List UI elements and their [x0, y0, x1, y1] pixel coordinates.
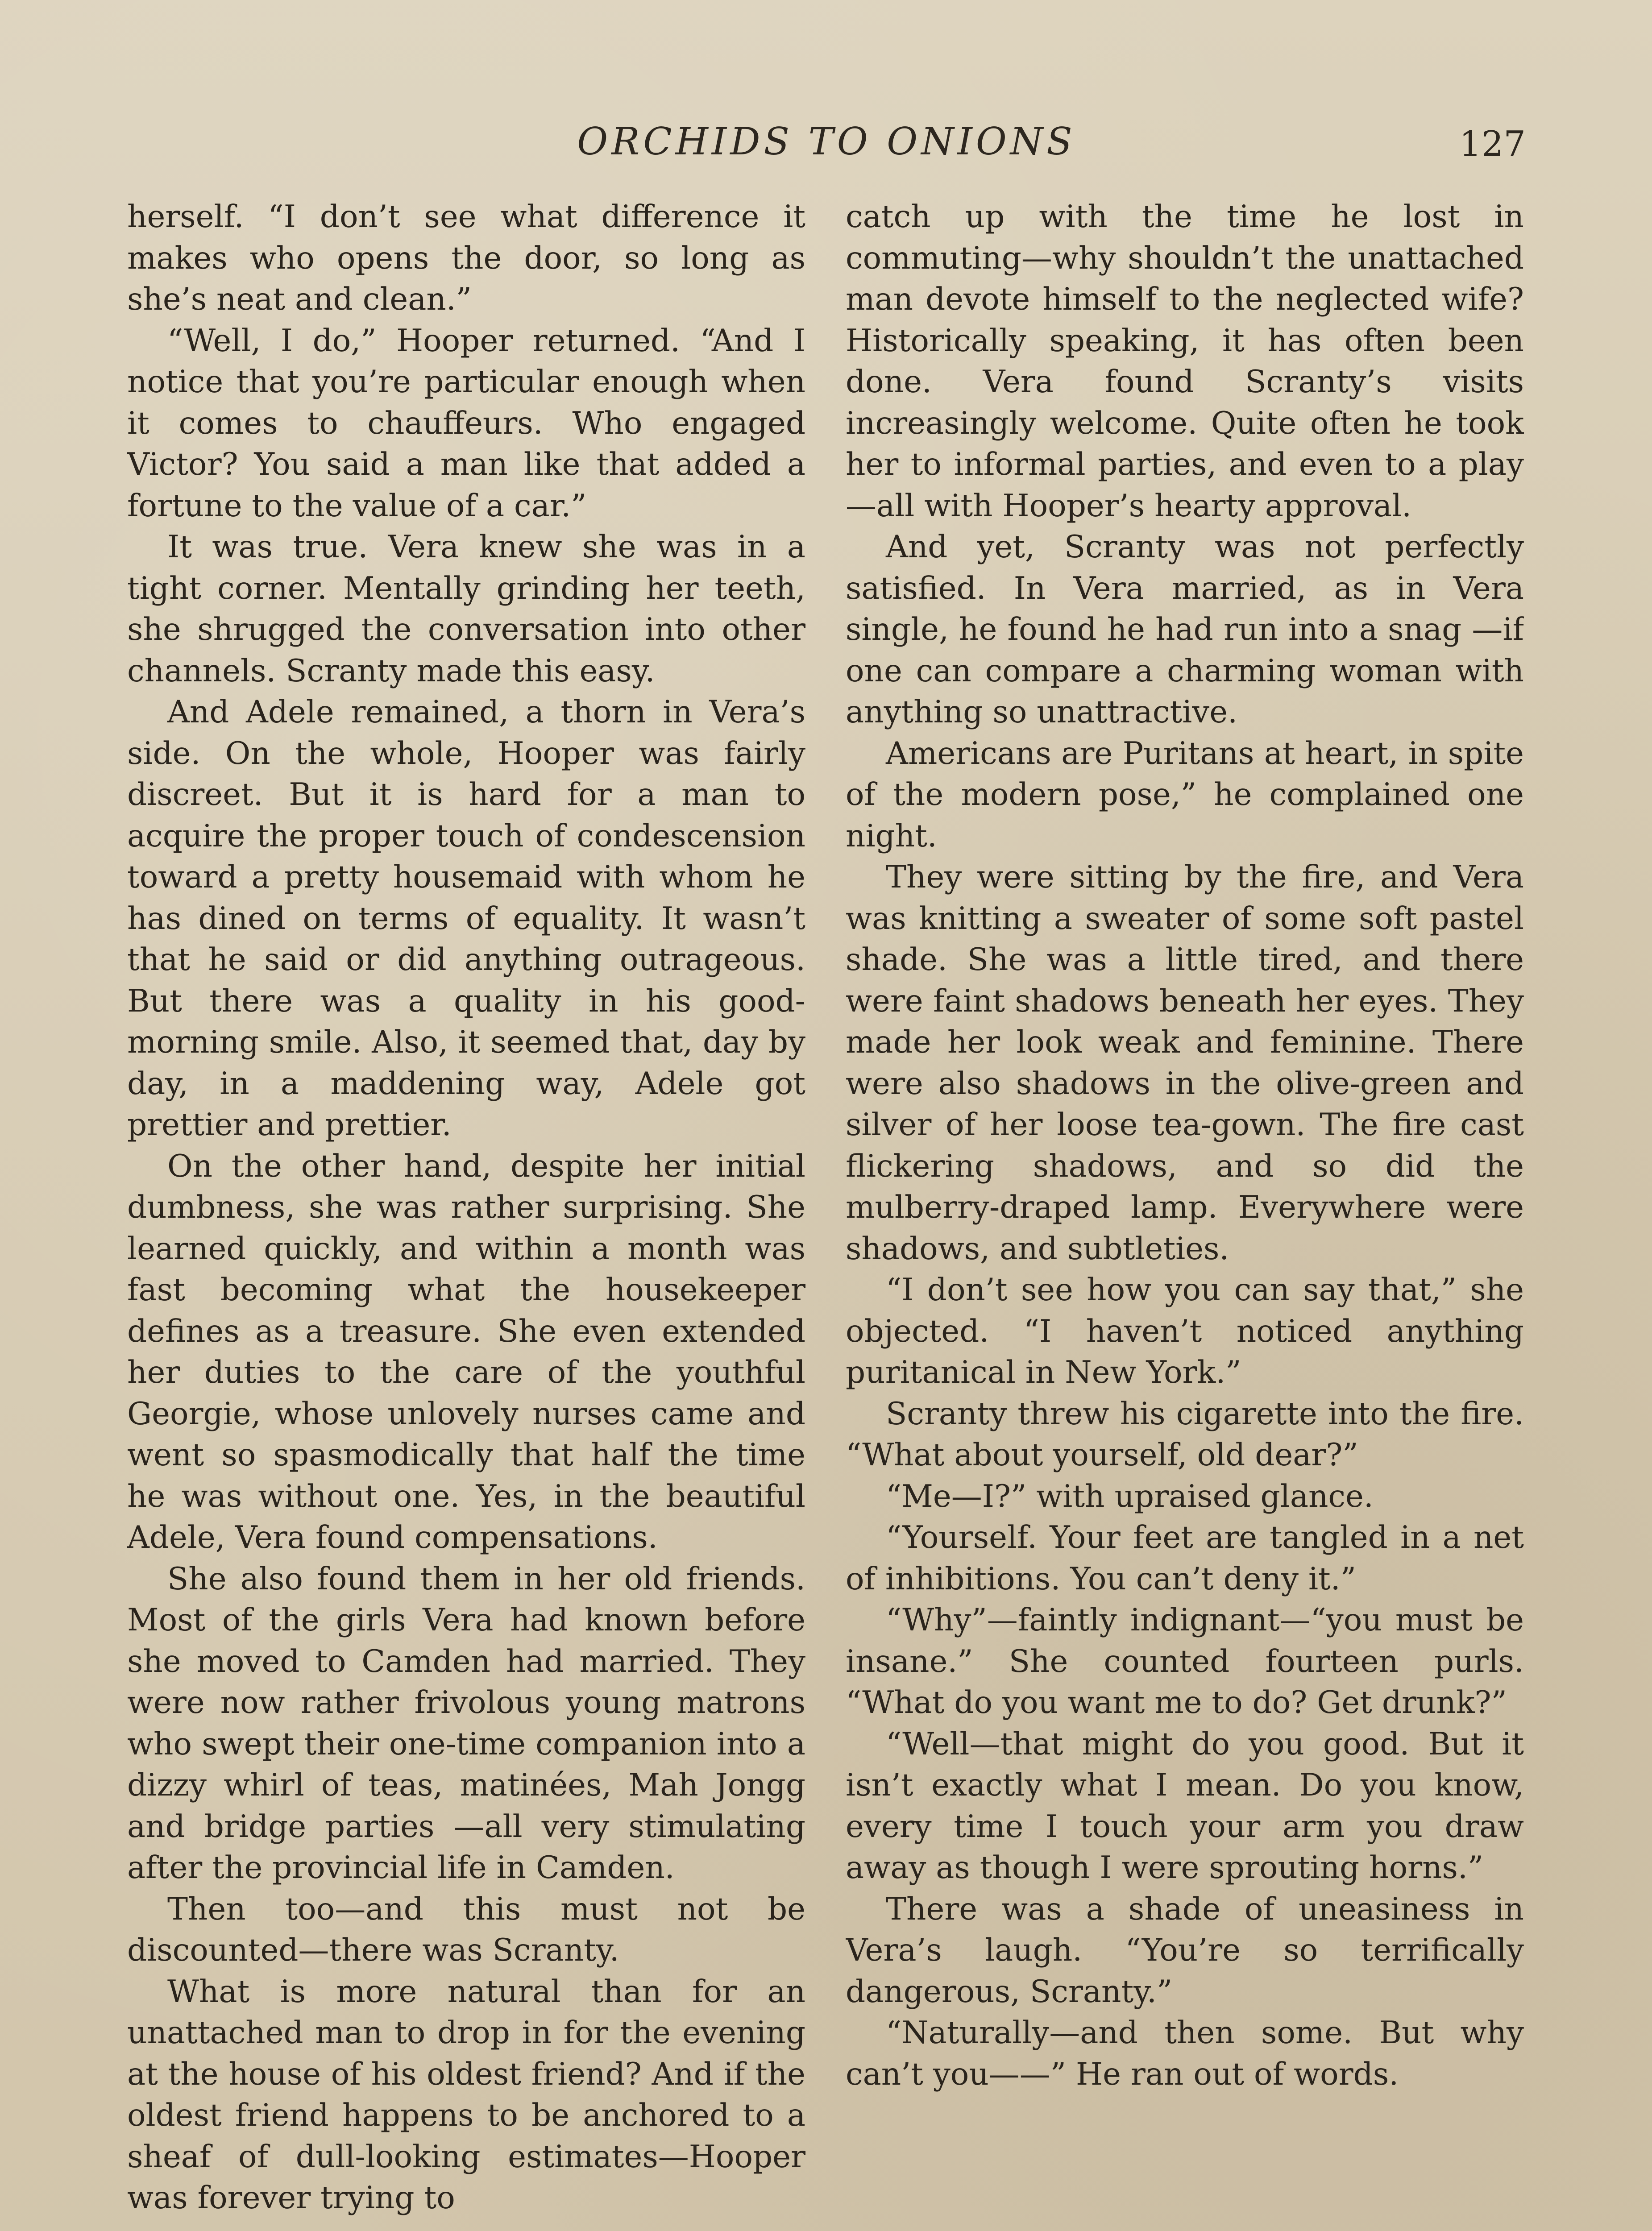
- paragraph: Then too—and this must not be discounted—there was Scranty.: [127, 1891, 805, 1968]
- paragraph: catch up with the time he lost in commuting—why shouldn’t the unattached man devote himself to the neglected wife? Historically speaking, it has often been done. Vera found Scranty’s visits increasingly welcome. Quite often he took her to informal parties, and even to a play—all with Hooper’s hearty approval.: [846, 199, 1524, 524]
- paragraph: There was a shade of uneasiness in Vera’s laugh. “You’re so terrifically dangerous, Scranty.”: [846, 1891, 1524, 2010]
- paragraph: “I don’t see how you can say that,” she objected. “I haven’t noticed anything puritanical in New York.”: [846, 1272, 1524, 1390]
- paragraph: Scranty threw his cigarette into the fire. “What about yourself, old dear?”: [846, 1396, 1524, 1473]
- paragraph: And Adele remained, a thorn in Vera’s side. On the whole, Hooper was fairly discreet. But it is hard for a man to acquire the proper touch of condescension toward a pretty housemaid with whom he has dined on terms of equality. It wasn’t that he said or did anything outrageous. But there was a quality in his good-morning smile. Also, it seemed that, day by day, in a maddening way, Adele got prettier and prettier.: [127, 694, 805, 1143]
- left-text-column: [127, 196, 805, 2231]
- page-number: 127: [1459, 124, 1526, 164]
- paragraph: What is more natural than for an unattached man to drop in for the evening at the house of his oldest friend? And if the oldest friend happens to be anchored to a sheaf of dull-looking estimates—Hooper was forever trying to: [127, 1974, 805, 2216]
- paragraph: And yet, Scranty was not perfectly satisfied. In Vera married, as in Vera single, he found he had run into a snag —if one can compare a charming woman with anything so unattractive.: [846, 529, 1524, 730]
- paragraph: “Me—I?” with upraised glance.: [886, 1478, 1374, 1514]
- right-text-column: [846, 196, 1524, 2231]
- paragraph: Americans are Puritans at heart, in spite of the modern pose,” he complained one night.: [846, 735, 1524, 854]
- paragraph: It was true. Vera knew she was in a tight corner. Mentally grinding her teeth, she shrugged the conversation into other channels. Scranty made this easy.: [127, 529, 805, 689]
- page-header: [127, 117, 1526, 166]
- paragraph: On the other hand, despite her initial dumbness, she was rather surprising. She learned quickly, and within a month was fast becoming what the housekeeper defines as a treasure. She even extended her duties to the care of the youthful Georgie, whose unlovely nurses came and went so spasmodically that half the time he was without one. Yes, in the beautiful Adele, Vera found compensations.: [127, 1148, 805, 1555]
- running-title: ORCHIDS TO ONIONS: [577, 120, 1076, 163]
- paragraph: She also found them in her old friends. Most of the girls Vera had known before she moved to Camden had married. They were now rather frivolous young matrons who swept their one-time companion into a dizzy whirl of teas, matinées, Mah Jongg and bridge parties —all very stimulating after the provincial life in Camden.: [127, 1561, 805, 1886]
- paragraph: They were sitting by the fire, and Vera was knitting a sweater of some soft pastel shade. She was a little tired, and there were faint shadows beneath her eyes. They made her look weak and feminine. There were also shadows in the olive-green and silver of her loose tea-gown. The fire cast flickering shadows, and so did the mulberry-draped lamp. Everywhere were shadows, and subtleties.: [846, 859, 1524, 1267]
- paragraph: herself. “I don’t see what difference it makes who opens the door, so long as she’s neat and clean.”: [127, 199, 805, 317]
- paragraph: “Well, I do,” Hooper returned. “And I notice that you’re particular enough when it comes to chauffeurs. Who engaged Victor? You said a man like that added a fortune to the value of a car.”: [127, 323, 805, 524]
- paragraph: “Yourself. Your feet are tangled in a net of inhibitions. You can’t deny it.”: [846, 1520, 1524, 1597]
- paragraph: “Why”—faintly indignant—“you must be insane.” She counted fourteen purls. “What do you want me to do? Get drunk?”: [846, 1602, 1524, 1721]
- paragraph: “Naturally—and then some. But why can’t you——” He ran out of words.: [846, 2015, 1524, 2092]
- paragraph: “Well—that might do you good. But it isn’t exactly what I mean. Do you know, every time I touch your arm you draw away as though I were sprouting horns.”: [846, 1726, 1524, 1886]
